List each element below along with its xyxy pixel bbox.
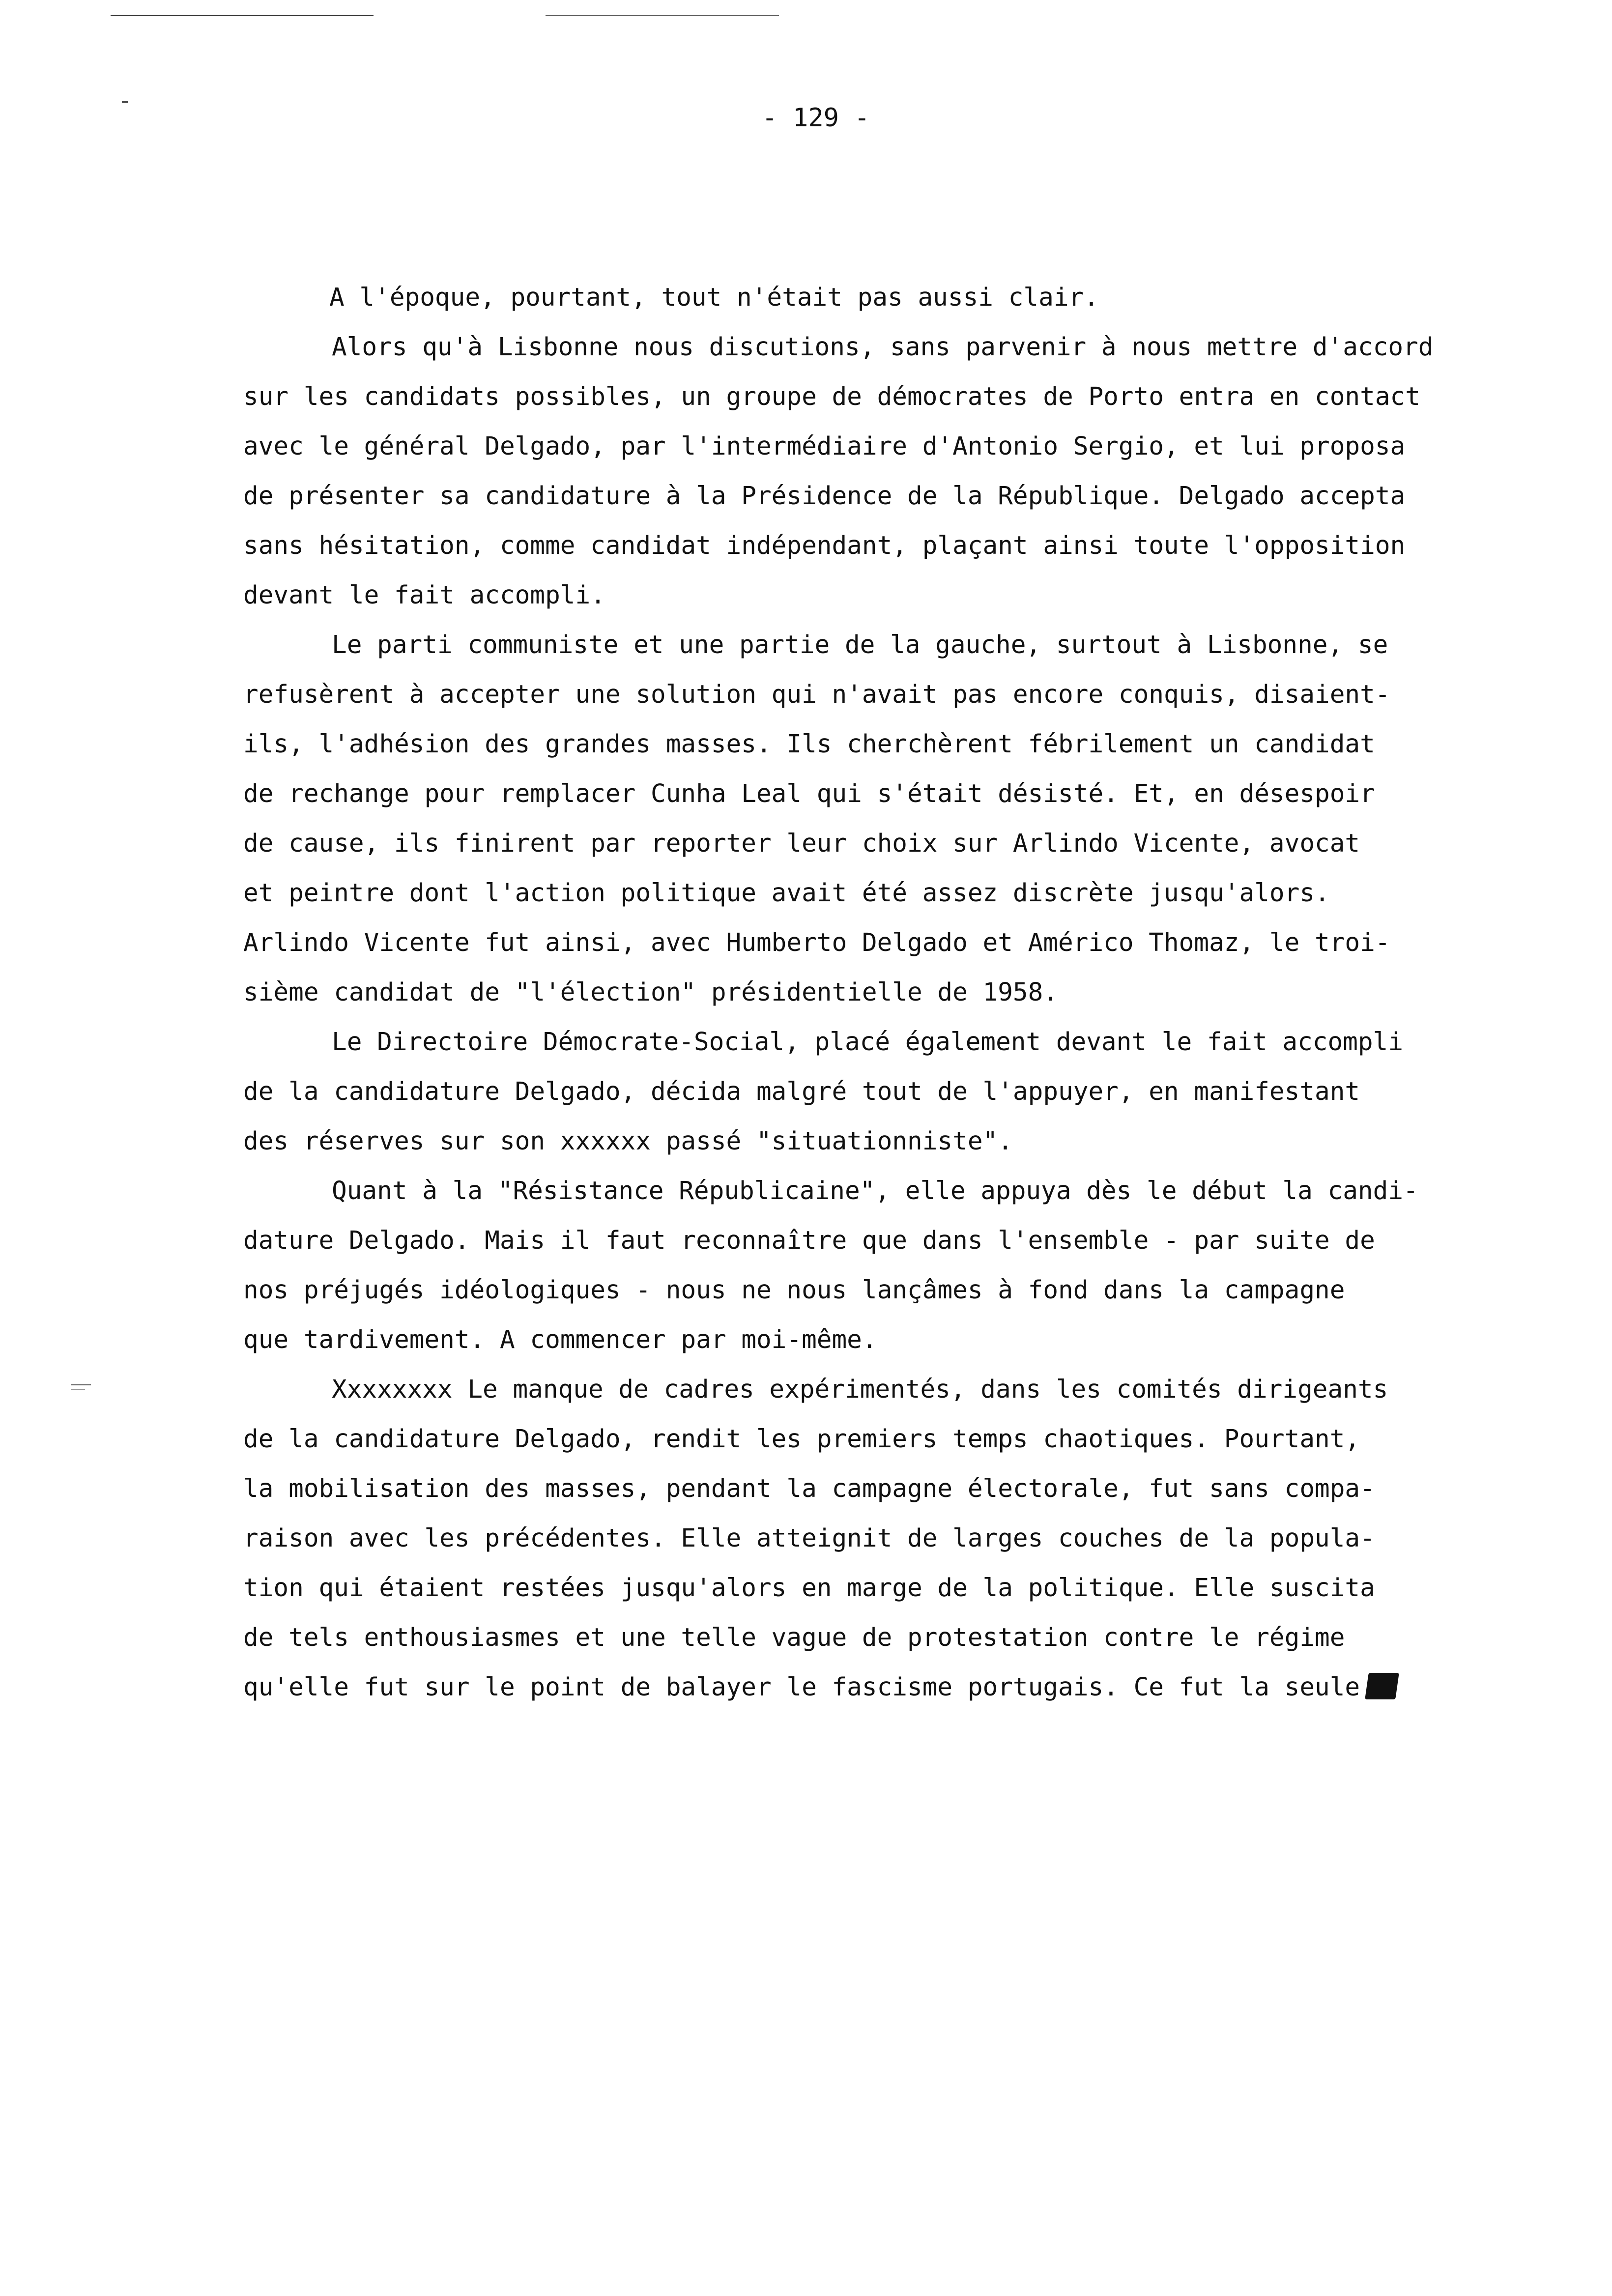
text-line: raison avec les précédentes. Elle atteignit de larges couches de la popula- (243, 1524, 1375, 1553)
top-rule-left (111, 15, 374, 16)
text-line: de présenter sa candidature à la Présidence de la République. Delgado accepta (243, 482, 1406, 511)
text-line: de la candidature Delgado, décida malgré tout de l'appuyer, en manifestant (243, 1077, 1360, 1106)
text-line: avec le général Delgado, par l'intermédiaire d'Antonio Sergio, et lui proposa (243, 432, 1406, 461)
text-line: que tardivement. A commencer par moi-même. (243, 1325, 877, 1354)
text-line: la mobilisation des masses, pendant la campagne électorale, fut sans compa- (243, 1474, 1375, 1503)
text-line: Arlindo Vicente fut ainsi, avec Humberto Delgado et Américo Thomaz, le troi- (243, 928, 1390, 957)
text-line: Le Directoire Démocrate-Social, placé également devant le fait accompli (332, 1028, 1404, 1057)
text-line: Le parti communiste et une partie de la gauche, surtout à Lisbonne, se (332, 631, 1388, 660)
margin-mark (122, 101, 128, 103)
text-line: Quant à la "Résistance Républicaine", elle appuya dès le début la candi- (332, 1177, 1418, 1205)
text-line: de tels enthousiasmes et une telle vague de protestation contre le régime (243, 1623, 1345, 1652)
page-number: - 129 - (762, 103, 870, 133)
text-line: de la candidature Delgado, rendit les premiers temps chaotiques. Pourtant, (243, 1425, 1360, 1454)
text-line (243, 1663, 1590, 1712)
text-line: sur les candidats possibles, un groupe de démocrates de Porto entra en contact (243, 382, 1420, 411)
text-line: sième candidat de "l'élection" présidentielle de 1958. (243, 978, 1059, 1007)
top-rule-right (546, 15, 779, 16)
text-line: ils, l'adhésion des grandes masses. Ils cherchèrent fébrilement un candidat (243, 730, 1375, 759)
text-line: Xxxxxxxx Le manque de cadres expérimentés, dans les comités dirigeants (332, 1375, 1388, 1404)
text-line-content: qu'elle fut sur le point de balayer le fascisme portugais. Ce fut la seule (243, 1673, 1360, 1702)
text-line: et peintre dont l'action politique avait été assez discrète jusqu'alors. (243, 879, 1330, 908)
text-line: dature Delgado. Mais il faut reconnaître que dans l'ensemble - par suite de (243, 1226, 1375, 1255)
margin-mark (71, 1389, 85, 1390)
text-line: de rechange pour remplacer Cunha Leal qui s'était désisté. Et, en désespoir (243, 779, 1375, 808)
text-line: nos préjugés idéologiques - nous ne nous lançâmes à fond dans la campagne (243, 1276, 1345, 1305)
text-line: devant le fait accompli. (243, 581, 605, 610)
ink-blot (1365, 1673, 1399, 1699)
text-line: refusèrent à accepter une solution qui n'avait pas encore conquis, disaient- (243, 680, 1390, 709)
text-line: tion qui étaient restées jusqu'alors en marge de la politique. Elle suscita (243, 1574, 1375, 1603)
margin-mark (71, 1384, 91, 1385)
document-body (243, 273, 1590, 1712)
text-line: A l'époque, pourtant, tout n'était pas aussi clair. (329, 283, 1099, 312)
text-line: Alors qu'à Lisbonne nous discutions, sans parvenir à nous mettre d'accord (332, 333, 1434, 362)
text-line: de cause, ils finirent par reporter leur choix sur Arlindo Vicente, avocat (243, 829, 1360, 858)
text-line: des réserves sur son xxxxxx passé "situationniste". (243, 1127, 1013, 1156)
text-line: sans hésitation, comme candidat indépendant, plaçant ainsi toute l'opposition (243, 531, 1406, 560)
